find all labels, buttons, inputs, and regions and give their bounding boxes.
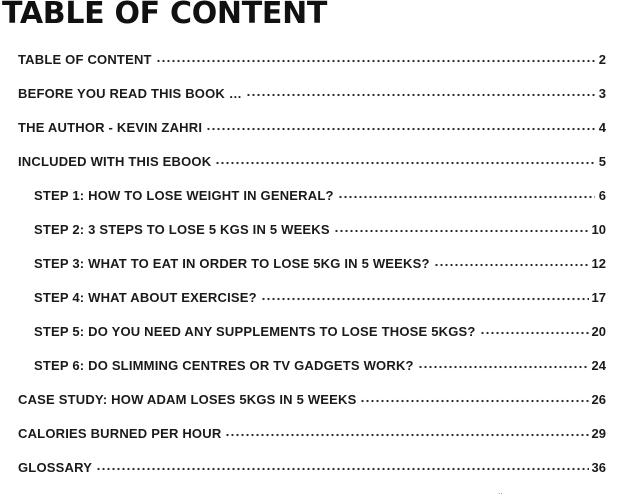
toc-entry-title: STEP 2: 3 STEPS TO LOSE 5 KGS IN 5 WEEKS [34, 222, 330, 237]
dot-leader [360, 399, 588, 403]
toc-entry-page-number: 10 [591, 222, 606, 237]
toc-entry-page-number: 29 [591, 426, 606, 441]
dot-leader [480, 331, 589, 335]
toc-entry-page-number: 12 [591, 256, 606, 271]
dot-leader [215, 161, 595, 165]
toc-entry-title: STEP 5: DO YOU NEED ANY SUPPLEMENTS TO LOSE THOSE 5KGS? [34, 324, 476, 339]
dot-leader [418, 365, 589, 369]
toc-entry-page-number: 3 [598, 86, 606, 101]
toc-entry-title: THE AUTHOR - KEVIN ZAHRI [18, 120, 203, 135]
toc-entry-page-number: 6 [598, 188, 606, 203]
toc-entry-page-number: 26 [591, 392, 606, 407]
toc-entry-title: STEP 3: WHAT TO EAT IN ORDER TO LOSE 5KG IN 5 WEEKS? [34, 256, 430, 271]
toc-entry-3[interactable] [0, 112, 620, 146]
toc-entry-8[interactable] [0, 282, 620, 316]
dot-leader [206, 127, 595, 131]
toc-entry-page-number: 17 [591, 290, 606, 305]
toc-entry-title: CASE STUDY: HOW ADAM LOSES 5KGS IN 5 WEEKS [18, 392, 357, 407]
toc-entry-page-number: 36 [591, 460, 606, 475]
page-title: TABLE OF CONTENT [2, 0, 328, 31]
toc-entry-title: CALORIES BURNED PER HOUR [18, 426, 222, 441]
toc-entry-page-number: 2 [598, 52, 606, 67]
toc-entry-title: STEP 6: DO SLIMMING CENTRES OR TV GADGETS WORK? [34, 358, 414, 373]
toc-entry-page-number: 5 [598, 154, 606, 169]
toc-entry-5[interactable] [0, 180, 620, 214]
dot-leader [261, 297, 589, 301]
toc-entry-page-number: 24 [591, 358, 606, 373]
toc-entry-6[interactable] [0, 214, 620, 248]
footer-mark: ·· [498, 490, 503, 498]
toc-entry-title: STEP 1: HOW TO LOSE WEIGHT IN GENERAL? [34, 188, 334, 203]
toc-entry-page-number: 4 [598, 120, 606, 135]
toc-entry-title: STEP 4: WHAT ABOUT EXERCISE? [34, 290, 257, 305]
toc-entry-1[interactable] [0, 44, 620, 78]
dot-leader [246, 93, 595, 97]
toc-entry-page-number: 20 [591, 324, 606, 339]
dot-leader [338, 195, 595, 199]
toc-entry-title: INCLUDED WITH THIS EBOOK [18, 154, 212, 169]
toc-entry-13[interactable] [0, 452, 620, 486]
toc-entry-7[interactable] [0, 248, 620, 282]
toc-list [0, 44, 620, 486]
toc-entry-4[interactable] [0, 146, 620, 180]
toc-entry-2[interactable] [0, 78, 620, 112]
toc-entry-9[interactable] [0, 316, 620, 350]
toc-entry-10[interactable] [0, 350, 620, 384]
dot-leader [96, 467, 588, 471]
toc-entry-title: TABLE OF CONTENT [18, 52, 152, 67]
toc-entry-title: BEFORE YOU READ THIS BOOK … [18, 86, 243, 101]
dot-leader [156, 59, 595, 63]
dot-leader [434, 263, 589, 267]
toc-entry-11[interactable] [0, 384, 620, 418]
dot-leader [225, 433, 588, 437]
toc-entry-title: GLOSSARY [18, 460, 93, 475]
toc-entry-12[interactable] [0, 418, 620, 452]
dot-leader [334, 229, 589, 233]
